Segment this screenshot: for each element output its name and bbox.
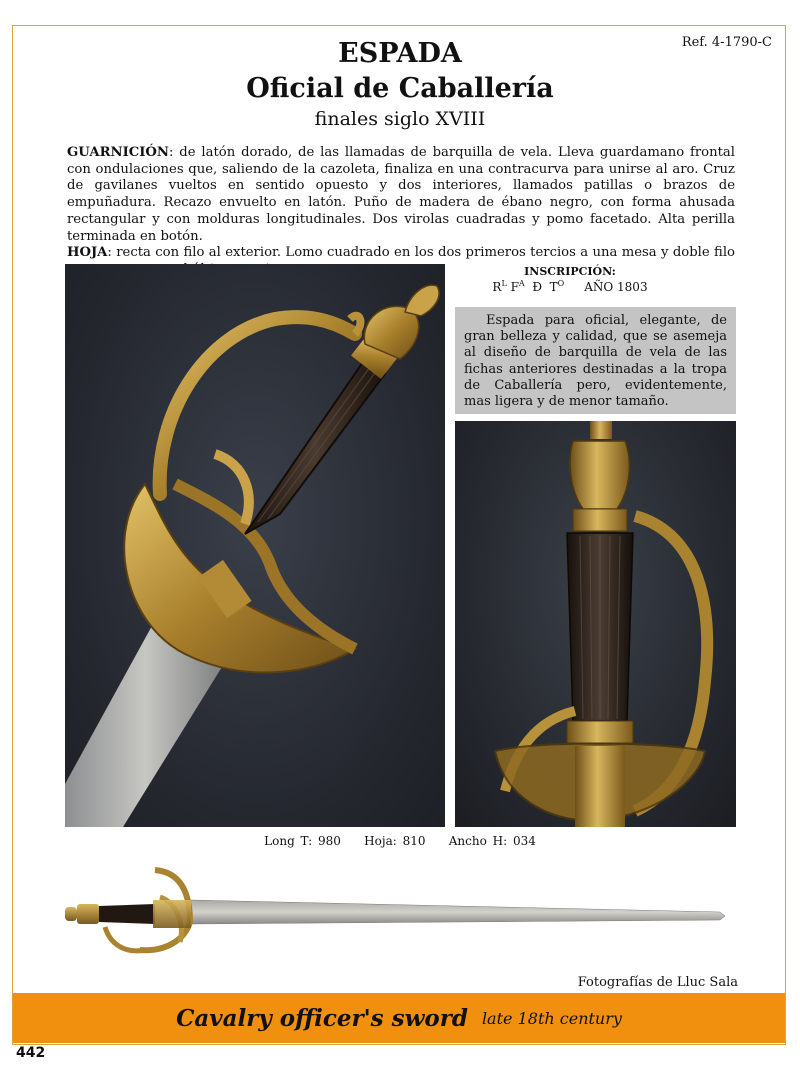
page-title-secondary: Oficial de Caballería — [246, 73, 554, 104]
inscription-heading: INSCRIPCIÓN: — [524, 265, 616, 278]
guarnicion-label: GUARNICIÓN — [67, 145, 169, 160]
full-sword-illustration — [65, 862, 735, 962]
inscription-year: AÑO 1803 — [584, 280, 648, 294]
note-box: Espada para oficial, elegante, de gran belleza y calidad, que se asemeja al diseño de barquilla de vela de las fichas anteriores destinadas a la tropa de Caballería pero, evidentemente, mas ligera y de menor tamaño. — [455, 307, 736, 414]
inscription-t-sup: O — [557, 279, 565, 288]
page-subtitle: finales siglo XVIII — [314, 108, 486, 130]
inscription-f-sup: A — [518, 279, 525, 288]
guarnicion-paragraph — [67, 145, 735, 245]
inscription-text — [470, 279, 670, 294]
inscription-r-sup: L — [501, 279, 507, 288]
banner-subtitle: late 18th century — [481, 1008, 622, 1028]
hoja-text: : recta con filo al exterior. Lomo cuadrado en los dos primeros tercios a una mesa y doble filo — [107, 245, 735, 261]
hilt-photo-front — [65, 264, 445, 827]
inscription-f: F — [506, 280, 519, 294]
hilt-front-illustration — [65, 264, 445, 827]
description — [67, 145, 735, 279]
inscription-r: R — [492, 280, 502, 294]
reference-code: Ref. 4-1790-C — [681, 35, 772, 50]
hilt-side-illustration — [455, 421, 736, 827]
hoja-label: HOJA — [67, 245, 108, 261]
english-title-banner — [13, 993, 785, 1043]
measurements: Long T: 980 Hoja: 810 Ancho H: 034 — [264, 834, 536, 848]
inscription-middle: Ð T — [524, 280, 558, 294]
page-title: ESPADA — [338, 38, 462, 69]
page-number: 442 — [16, 1045, 46, 1061]
hilt-photo-side — [455, 421, 736, 827]
photo-credit: Fotografías de Lluc Sala — [577, 975, 738, 990]
guarnicion-text: : de latón dorado, de las llamadas de barquilla de vela. Lleva guardamano frontal con ondulaciones que, saliendo de la cazoleta, finaliza en una contracurva para unirse al aro. Cruz de gavilanes vueltos en sentido opuesto y dos interiores, llamados patillas o brazos de empuñadura. Recazo envuelto en latón. Puño de madera de ébano negro, con forma ahusada rectangular y con molduras longitudinales. Dos virolas cuadradas y pomo facetado. Alta perilla terminada en botón. — [67, 145, 735, 244]
banner-title: Cavalry officer's sword — [176, 1004, 468, 1032]
